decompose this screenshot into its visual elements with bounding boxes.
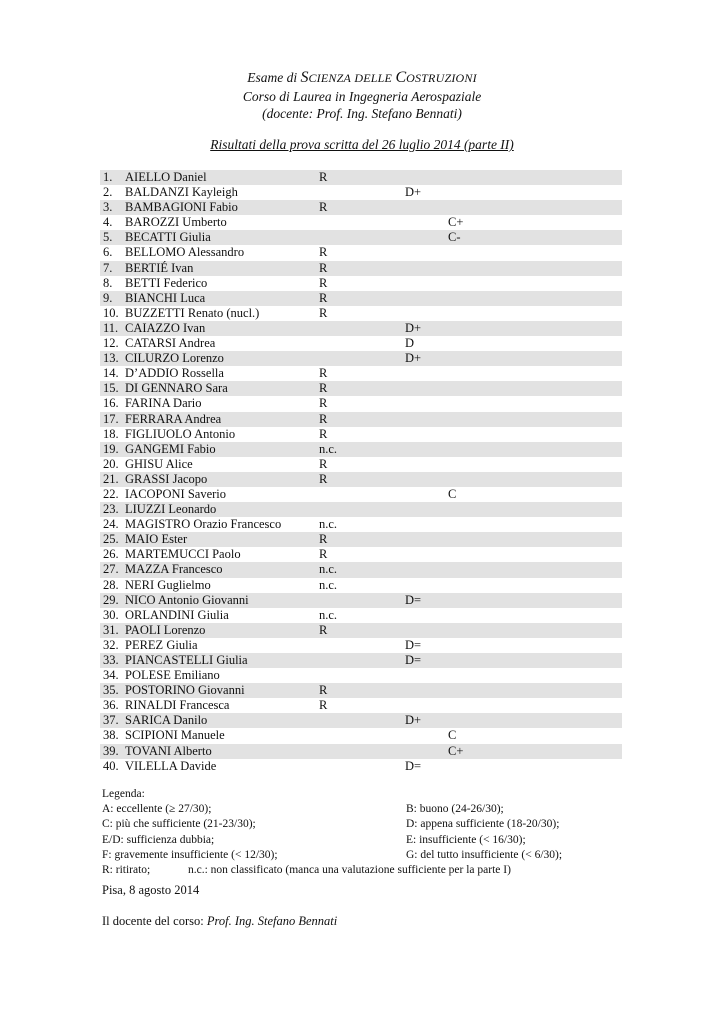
student-name: PAOLI Lorenzo xyxy=(125,622,206,637)
row-number: 37. xyxy=(103,713,119,728)
row-number: 19. xyxy=(103,441,119,456)
signature-line xyxy=(102,914,337,929)
student-name: CILURZO Lorenzo xyxy=(125,351,224,366)
student-name: PEREZ Giulia xyxy=(125,637,198,652)
grade-r-column: R xyxy=(319,305,328,320)
grade-d-column: D+ xyxy=(405,185,422,200)
row-number: 21. xyxy=(103,471,119,486)
table-row xyxy=(100,487,622,502)
table-row xyxy=(100,170,622,185)
exam-title-prefix: Esame di xyxy=(247,70,301,85)
row-number: 20. xyxy=(103,456,119,471)
student-name: D’ADDIO Rossella xyxy=(125,366,224,381)
grade-r-column: R xyxy=(319,200,328,215)
row-number: 36. xyxy=(103,698,119,713)
table-row xyxy=(100,547,622,562)
row-number: 17. xyxy=(103,411,119,426)
table-row xyxy=(100,517,622,532)
table-row xyxy=(100,638,622,653)
grade-d-column: D= xyxy=(405,592,422,607)
table-row xyxy=(100,185,622,200)
table-row xyxy=(100,713,622,728)
student-name: PIANCASTELLI Giulia xyxy=(125,653,248,667)
row-number: 8. xyxy=(103,275,113,290)
grade-r-column: R xyxy=(319,290,328,305)
student-name: MAZZA Francesco xyxy=(125,562,223,577)
student-name: BIANCHI Luca xyxy=(125,290,206,305)
row-number: 31. xyxy=(103,622,119,637)
grade-d-column: D= xyxy=(405,637,422,652)
row-number: 4. xyxy=(103,215,113,230)
student-name: BALDANZI Kayleigh xyxy=(125,185,238,200)
row-number: 12. xyxy=(103,336,119,351)
student-name: NICO Antonio Giovanni xyxy=(125,592,249,607)
table-row xyxy=(100,351,622,366)
row-number: 15. xyxy=(103,381,119,396)
table-row xyxy=(100,668,622,683)
student-name: GRASSI Jacopo xyxy=(125,471,208,486)
table-row xyxy=(100,230,622,245)
student-name: VILELLA Davide xyxy=(125,758,217,773)
table-row xyxy=(100,653,622,668)
grade-r-column: R xyxy=(319,396,328,411)
student-name: AIELLO Daniel xyxy=(125,170,207,184)
table-row xyxy=(100,623,622,638)
student-name: BETTI Federico xyxy=(125,275,208,290)
table-row xyxy=(100,472,622,487)
grade-d-column: D= xyxy=(405,758,422,773)
student-name: MARTEMUCCI Paolo xyxy=(125,547,241,562)
table-row xyxy=(100,562,622,577)
legend xyxy=(102,787,572,878)
table-row xyxy=(100,502,622,517)
student-name: BAROZZI Umberto xyxy=(125,215,227,230)
row-number: 6. xyxy=(103,245,113,260)
table-row xyxy=(100,427,622,442)
row-number: 18. xyxy=(103,426,119,441)
row-number: 22. xyxy=(103,486,119,501)
student-name: BERTIÉ Ivan xyxy=(125,260,194,275)
student-name: SCIPIONI Manuele xyxy=(125,728,225,743)
exam-title xyxy=(0,69,724,87)
legend-f: F: gravemente insufficiente (< 12/30); xyxy=(102,848,278,861)
results-subtitle: Risultati della prova scritta del 26 luglio 2014 (parte II) xyxy=(210,137,514,152)
student-name: BECATTI Giulia xyxy=(125,230,211,245)
table-row xyxy=(100,578,622,593)
exam-title-word-3: OSTRUZIONI xyxy=(406,71,477,85)
student-name: GHISU Alice xyxy=(125,456,193,471)
grade-c-column: C- xyxy=(448,230,461,245)
grade-d-column: D+ xyxy=(405,320,422,335)
table-row xyxy=(100,245,622,260)
table-row xyxy=(100,608,622,623)
row-number: 23. xyxy=(103,502,119,517)
row-number: 3. xyxy=(103,200,113,215)
grade-r-column: n.c. xyxy=(319,517,338,532)
legend-ed: E/D: sufficienza dubbia; xyxy=(102,833,215,846)
row-number: 32. xyxy=(103,637,119,652)
legend-a: A: eccellente (≥ 27/30); xyxy=(102,803,212,816)
grade-c-column: C+ xyxy=(448,743,464,758)
table-row xyxy=(100,261,622,276)
legend-c: C: più che sufficiente (21-23/30); xyxy=(102,818,256,831)
student-name: FIGLIUOLO Antonio xyxy=(125,426,236,441)
table-row xyxy=(100,532,622,547)
student-name: BUZZETTI Renato (nucl.) xyxy=(125,305,260,320)
exam-title-word-1: CIENZA xyxy=(308,71,351,85)
place-date: Pisa, 8 agosto 2014 xyxy=(102,883,200,897)
grade-r-column: R xyxy=(319,683,328,698)
table-row xyxy=(100,412,622,427)
grade-c-column: C xyxy=(448,486,457,501)
student-name: BAMBAGIONI Fabio xyxy=(125,200,238,215)
table-row xyxy=(100,759,622,774)
grade-c-column: C xyxy=(448,728,457,743)
row-number: 2. xyxy=(103,185,113,200)
grade-r-column: R xyxy=(319,547,328,562)
row-number: 28. xyxy=(103,577,119,592)
teacher-name: (docente: Prof. Ing. Stefano Bennati) xyxy=(262,106,462,121)
grade-r-column: R xyxy=(319,170,328,184)
grade-r-column: R xyxy=(319,381,328,396)
row-number: 14. xyxy=(103,366,119,381)
row-number: 35. xyxy=(103,683,119,698)
student-name: BELLOMO Alessandro xyxy=(125,245,245,260)
grade-r-column: R xyxy=(319,698,328,713)
grade-r-column: R xyxy=(319,275,328,290)
course-name: Corso di Laurea in Ingegneria Aerospaziale xyxy=(242,89,482,104)
grade-r-column: R xyxy=(319,471,328,486)
table-row xyxy=(100,321,622,336)
table-row xyxy=(100,457,622,472)
row-number: 24. xyxy=(103,517,119,532)
row-number: 7. xyxy=(103,260,113,275)
row-number: 11. xyxy=(103,320,119,335)
student-name: POLESE Emiliano xyxy=(125,668,220,683)
grade-c-column: C+ xyxy=(448,215,464,230)
legend-d: D: appena sufficiente (18-20/30); xyxy=(406,818,560,831)
table-row xyxy=(100,728,622,743)
student-name: FARINA Dario xyxy=(125,396,202,411)
legend-g: G: del tutto insufficiente (< 6/30); xyxy=(406,848,563,861)
grade-r-column: n.c. xyxy=(319,577,338,592)
student-name: GANGEMI Fabio xyxy=(125,441,216,456)
table-row xyxy=(100,366,622,381)
table-row xyxy=(100,336,622,351)
table-row xyxy=(100,306,622,321)
grade-r-column: R xyxy=(319,260,328,275)
row-number: 25. xyxy=(103,532,119,547)
row-number: 27. xyxy=(103,562,119,577)
legend-r: R: ritirato; xyxy=(102,863,151,876)
row-number: 9. xyxy=(103,290,113,305)
student-name: SARICA Danilo xyxy=(125,713,208,728)
student-name: FERRARA Andrea xyxy=(125,411,222,426)
row-number: 5. xyxy=(103,230,113,245)
grade-r-column: n.c. xyxy=(319,562,338,577)
results-table xyxy=(100,170,622,774)
student-name: TOVANI Alberto xyxy=(125,743,212,758)
student-name: MAIO Ester xyxy=(125,532,188,547)
row-number: 26. xyxy=(103,547,119,562)
legend-e: E: insufficiente (< 16/30); xyxy=(406,833,526,846)
grade-r-column: R xyxy=(319,245,328,260)
table-row xyxy=(100,276,622,291)
grade-d-column: D+ xyxy=(405,351,422,366)
student-name: RINALDI Francesca xyxy=(125,698,230,713)
table-row xyxy=(100,683,622,698)
grade-r-column: n.c. xyxy=(319,441,338,456)
row-number: 38. xyxy=(103,728,119,743)
row-number: 40. xyxy=(103,758,119,773)
row-number: 30. xyxy=(103,607,119,622)
row-number: 13. xyxy=(103,351,119,366)
student-name: CAIAZZO Ivan xyxy=(125,320,206,335)
grade-d-column: D xyxy=(405,336,415,351)
exam-title-initial-1: S xyxy=(300,69,309,86)
table-row xyxy=(100,200,622,215)
student-name: NERI Guglielmo xyxy=(125,577,211,592)
student-name: DI GENNARO Sara xyxy=(125,381,228,396)
legend-nc: n.c.: non classificato (manca una valutazione sufficiente per la parte I) xyxy=(188,863,511,876)
student-name: LIUZZI Leonardo xyxy=(125,502,217,517)
student-name: ORLANDINI Giulia xyxy=(125,607,229,622)
row-number: 10. xyxy=(103,305,119,320)
grade-r-column: R xyxy=(319,411,328,426)
row-number: 34. xyxy=(103,668,119,683)
grade-r-column: n.c. xyxy=(319,607,338,622)
grade-d-column: D= xyxy=(405,653,422,667)
legend-title: Legenda: xyxy=(102,788,145,800)
student-name: IACOPONI Saverio xyxy=(125,486,227,501)
row-number: 1. xyxy=(103,170,113,184)
signature-prefix: Il docente del corso: xyxy=(102,914,207,928)
exam-title-word-2: DELLE xyxy=(354,71,393,85)
row-number: 33. xyxy=(103,653,119,667)
student-name: POSTORINO Giovanni xyxy=(125,683,245,698)
table-row xyxy=(100,396,622,411)
table-row xyxy=(100,442,622,457)
grade-r-column: R xyxy=(319,532,328,547)
table-row xyxy=(100,291,622,306)
signature-name: Prof. Ing. Stefano Bennati xyxy=(206,914,338,928)
legend-b: B: buono (24-26/30); xyxy=(406,803,504,816)
grade-r-column: R xyxy=(319,456,328,471)
row-number: 16. xyxy=(103,396,119,411)
row-number: 29. xyxy=(103,592,119,607)
row-number: 39. xyxy=(103,743,119,758)
table-row xyxy=(100,698,622,713)
exam-title-initial-3: C xyxy=(395,69,407,86)
grade-r-column: R xyxy=(319,426,328,441)
grade-d-column: D+ xyxy=(405,713,422,728)
table-row xyxy=(100,593,622,608)
student-name: CATARSI Andrea xyxy=(125,336,216,351)
student-name: MAGISTRO Orazio Francesco xyxy=(125,517,282,532)
table-row xyxy=(100,381,622,396)
table-row xyxy=(100,744,622,759)
grade-r-column: R xyxy=(319,622,328,637)
table-row xyxy=(100,215,622,230)
grade-r-column: R xyxy=(319,366,328,381)
